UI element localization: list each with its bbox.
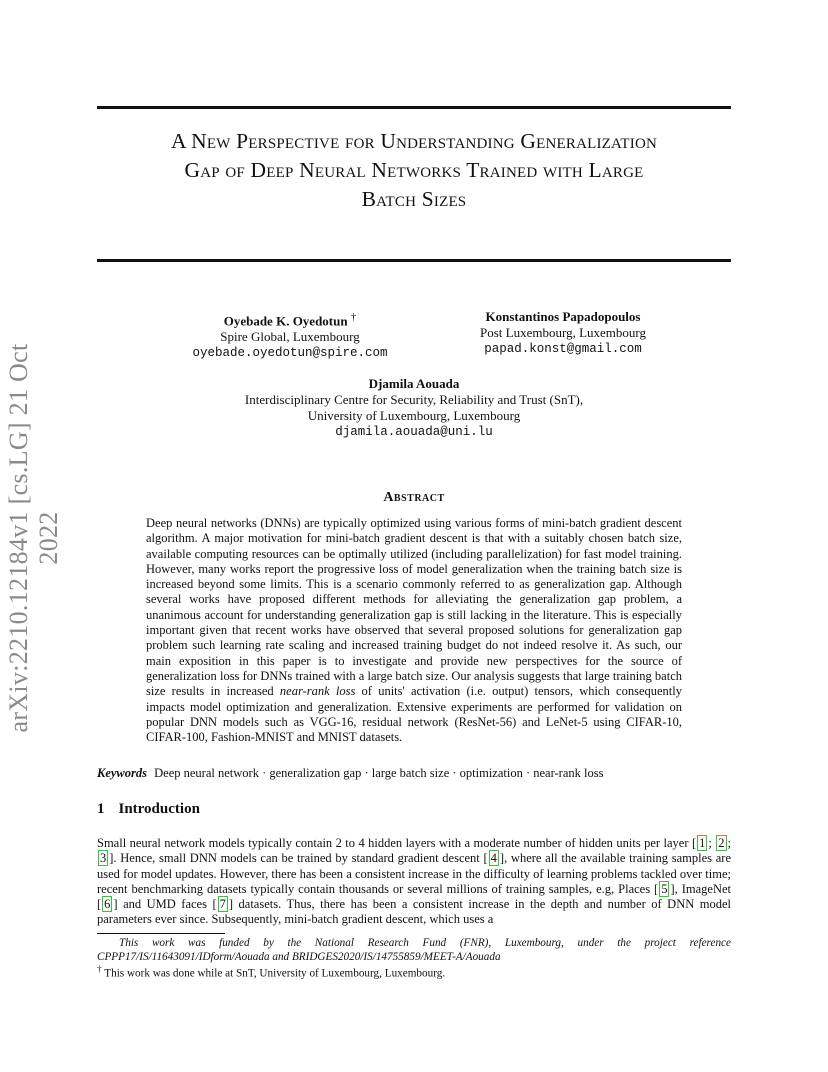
abstract-emphasis: near-rank loss <box>279 684 356 699</box>
section-heading <box>97 801 200 818</box>
section-number: 1 <box>97 801 105 817</box>
section-title: Introduction <box>118 801 200 817</box>
footnote-rule <box>97 933 225 934</box>
author-affiliation: Interdisciplinary Centre for Security, Reliability and Trust (SnT), <box>244 392 584 407</box>
citation-link[interactable]: 7 <box>219 897 226 912</box>
abstract-body: Deep neural networks (DNNs) are typically optimized using various forms of mini-batch gradient descent algorithm. A major motivation for mini-batch gradient descent is that with a suitably chosen batch size, available computing resources can be optimally utilized (including parallelization) for fast model training. However, many works report the progressive loss of model generalization when the training batch size is increased beyond some limits. This is a scenario commonly referred to as generalization gap. Although several works have proposed different methods for alleviating the generalization gap problem, a unanimous account for understanding generalization gap is still lacking in the literature. This is especially important given that recent works have observed that several proposed solutions for generalization gap problem such learning rate scaling and increased training budget do not indeed resolve it. As such, our main exposition in this paper is to investigate and provide new perspectives for the source of generalization loss for DNNs trained with a large batch size. Our analysis suggests that large training batch size results in increased near-rank loss of units' activation (i.e. output) tensors, which consequently impacts model optimization and generalization. Extensive experiments are performed for validation on popular DNN models such as VGG-16, residual network (ResNet-56) and LeNet-5 using CIFAR-10, CIFAR-100, Fashion-MNIST and MNIST datasets. <box>146 516 682 745</box>
title-line: A New Perspective for Understanding Generalization <box>170 129 658 153</box>
author-name: Oyebade K. Oyedotun † <box>223 311 357 329</box>
author-email[interactable]: papad.konst@gmail.com <box>484 342 642 356</box>
author-name: Djamila Aouada <box>368 376 460 391</box>
title-top-rule <box>97 106 731 109</box>
author-block <box>140 309 440 361</box>
arxiv-identifier: arXiv:2210.12184v1 [cs.LG] 21 Oct 2022 <box>4 343 63 733</box>
title-bottom-rule <box>97 259 731 262</box>
footnote-affiliation: † This work was done while at SnT, University of Luxembourg, Luxembourg. <box>97 965 446 980</box>
citation-link[interactable]: 4 <box>490 851 497 866</box>
author-block <box>418 309 708 357</box>
author-email[interactable]: oyebade.oyedotun@spire.com <box>192 346 388 361</box>
author-name: Konstantinos Papadopoulos <box>485 309 641 324</box>
footnote-mark: † <box>350 311 357 323</box>
citation-link[interactable]: 2 <box>718 836 725 850</box>
citation-link[interactable]: 6 <box>104 897 111 912</box>
author-affiliation: Spire Global, Luxembourg <box>220 329 360 345</box>
citation-link[interactable]: 3 <box>100 851 107 866</box>
keywords <box>97 765 731 781</box>
keywords-label: Keywords <box>97 766 147 780</box>
title-line: Gap of Deep Neural Networks Trained with Large <box>184 158 644 182</box>
intro-paragraph: Small neural network models typically contain 2 to 4 hidden layers with a moderate number of hidden units per layer [ 1 ; 2 ; 3 ]. Hence, small DNN models can be trained by standard gradient descent [ 4 ], where all the available training samples are used for model updates. However, there has been a consistent increase in the difficulty of learning problems tackled over time; recent benchmarking datasets typically contain thousands or several millions of training samples, e.g, Places [ 5 ], ImageNet [ 6 ] and UMD faces [ 7 ] datasets. Thus, there has been a consistent increase in the depth and number of DNN model parameters ever since. Subsequently, mini-batch gradient descent, which uses a <box>97 836 732 927</box>
abstract-heading: Abstract <box>383 490 445 505</box>
author-block <box>200 376 628 440</box>
footnote-mark: † <box>97 965 102 975</box>
citation-link[interactable]: 1 <box>699 836 706 850</box>
keywords-text: Deep neural network · generalization gap · large batch size · optimization · near-rank loss <box>154 766 604 780</box>
author-email[interactable]: djamila.aouada@uni.lu <box>335 425 493 439</box>
title-line: Batch Sizes <box>361 187 467 211</box>
paper-title <box>97 127 731 214</box>
citation-link[interactable]: 5 <box>661 881 668 896</box>
author-affiliation: University of Luxembourg, Luxembourg <box>307 408 521 423</box>
author-affiliation: Post Luxembourg, Luxembourg <box>480 325 646 340</box>
footnote-funding: This work was funded by the National Research Fund (FNR), Luxembourg, under the project reference CPPP17/IS/11643091/IDform/Aouada and BRIDGES2020/IS/14755859/MEET-A/Aouada <box>97 937 731 963</box>
